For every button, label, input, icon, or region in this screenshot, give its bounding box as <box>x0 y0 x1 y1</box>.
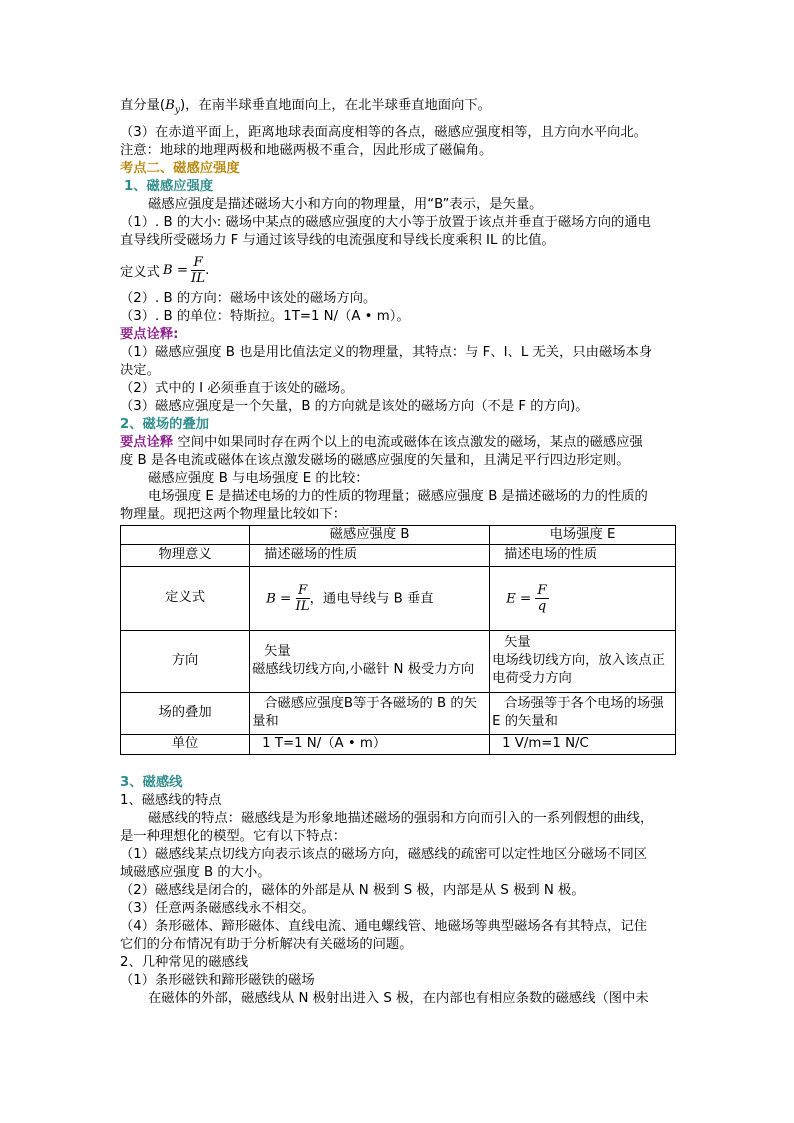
denominator: IL <box>191 271 206 287</box>
paragraph-line: （1）磁感线某点切线方向表示该点的磁场方向，磁感线的疏密可以定性地区分磁场不同区 <box>120 846 648 862</box>
text: ，通电导线与 B 垂直 <box>309 591 434 607</box>
table-row <box>121 734 676 754</box>
text: 空间中如果同时存在两个以上的电流或磁体在该点激发的磁场，某点的磁感应强 <box>173 434 643 450</box>
symbol: B <box>165 98 175 113</box>
paragraph-line: （3）任意两条磁感线永不相交。 <box>120 900 315 916</box>
text: )，在南半球垂直地面向上，在北半球垂直地面向下。 <box>179 98 491 113</box>
subsection-heading: 1、磁感应强度 <box>124 178 214 194</box>
table-cell <box>490 692 676 734</box>
definition-formula: 定义式 B = $\frac{F}{IL}$ . <box>120 255 210 287</box>
paragraph-line: 在磁体的外部，磁感线从 N 极射出进入 S 极，在内部也有相应条数的磁感线（图中未 <box>148 990 649 1006</box>
fraction <box>191 255 205 286</box>
row-label: 定义式 <box>121 566 250 630</box>
paragraph-line: （3）在赤道平面上，距离地球表面高度相等的各点，磁感应强度相等，且方向水平向北。 <box>120 124 648 140</box>
paragraph-line: 度 B 是各电流或磁体在该点激发磁场的磁感应强度的矢量和，且满足平行四边形定则。 <box>120 452 630 468</box>
cell-line: 量和 <box>252 714 279 730</box>
table-header-cell: 磁感应强度 B <box>250 525 490 544</box>
paragraph-line: 它们的分布情况有助于分析解决有关磁场的问题。 <box>120 936 413 952</box>
cell-line: 合磁感应强度B等于各磁场的 B 的矢 <box>264 696 477 712</box>
paragraph-line: （3）. B 的单位：特斯拉。1T=1 N/（A • m）。 <box>120 308 410 324</box>
table-row <box>121 692 676 734</box>
formula-lhs: E = <box>506 591 532 607</box>
table-row <box>121 544 676 566</box>
symbol-subscript: y <box>174 105 180 116</box>
formula-lhs: B = <box>162 263 189 279</box>
paragraph-line: （2）磁感线是闭合的，磁体的外部是从 N 极到 S 极，内部是从 S 极到 N 极。 <box>120 882 585 898</box>
paragraph-line: （1）. B 的大小: 磁场中某点的磁感应强度的大小等于放置于该点并垂直于磁场方向的通电 <box>120 214 651 230</box>
key-point-heading: 要点诠释 <box>120 434 174 450</box>
paragraph-line: （3）磁感应强度是一个矢量，B 的方向就是该处的磁场方向（不是 F 的方向)。 <box>120 398 589 414</box>
paragraph-line: 域磁感应强度 B 的大小。 <box>120 864 271 880</box>
table-cell <box>250 692 490 734</box>
numerator: F <box>191 255 205 271</box>
fraction <box>296 583 310 614</box>
row-label: 场的叠加 <box>121 692 250 734</box>
section-heading: 考点二、磁感应强度 <box>120 160 240 176</box>
cell-line: 磁感线切线方向,小磁针 N 极受力方向 <box>252 662 475 678</box>
numerator: F <box>537 582 547 598</box>
paragraph-line: （2）. B 的方向：磁场中该处的磁场方向。 <box>120 290 377 306</box>
table-header-row <box>121 525 676 544</box>
paragraph-line: 决定。 <box>120 362 160 378</box>
text: 直分量( <box>120 98 166 113</box>
table-row <box>121 566 676 630</box>
document-page <box>120 97 676 1008</box>
subsection-heading: 3、磁感线 <box>120 774 183 790</box>
cell-line: 合场强等于各个电场的场强 <box>504 696 664 712</box>
paragraph-line: （4）条形磁体、蹄形磁体、直线电流、通电螺线管、地磁场等典型磁场各有其特点，记住 <box>120 918 648 934</box>
table-cell <box>490 566 676 630</box>
denominator: q <box>537 598 547 614</box>
table-cell <box>490 630 676 692</box>
table-header-cell: 电场强度 E <box>490 525 676 544</box>
fraction <box>535 583 548 614</box>
table-cell <box>250 630 490 692</box>
cell-line: 电场线切线方向，放入该点正 <box>492 653 665 669</box>
cell-line: 矢量 <box>504 635 531 651</box>
paragraph-line: 磁感线的特点：磁感线是为形象地描述磁场的强弱和方向而引入的一系列假想的曲线， <box>148 810 654 826</box>
table-cell <box>121 525 250 544</box>
paragraph-line: （1）条形磁铁和蹄形磁铁的磁场 <box>120 972 315 988</box>
cell-line: E 的矢量和 <box>492 714 558 730</box>
subsection-heading: 2、磁场的叠加 <box>120 416 210 432</box>
table-cell <box>250 566 490 630</box>
table-row <box>121 630 676 692</box>
paragraph-line: （2）式中的 I 必须垂直于该处的磁场。 <box>120 380 354 396</box>
numerator: F <box>296 583 310 599</box>
table-cell: 描述磁场的性质 <box>250 544 490 566</box>
paragraph-line: 电场强度 E 是描述电场的力的性质的物理量；磁感应强度 B 是描述磁场的力的性质的 <box>148 488 648 504</box>
formula-label: 定义式 <box>120 265 160 281</box>
key-point-heading: 要点诠释: <box>120 326 179 342</box>
table-cell: 1 T=1 N/（A • m） <box>250 734 490 754</box>
table-cell: 1 V/m=1 N/C <box>490 734 676 754</box>
paragraph-line: 物理量。现把这两个物理量比较如下： <box>120 506 347 522</box>
paragraph-line: 磁感应强度 B 与电场强度 E 的比较： <box>148 470 369 486</box>
note-line: 注意：地球的地理两极和地磁两极不重合，因此形成了磁偏角。 <box>120 142 493 158</box>
paragraph-line: 是一种理想化的模型。它有以下特点： <box>120 828 347 844</box>
table-cell: 描述电场的性质 <box>490 544 676 566</box>
row-label: 方向 <box>121 630 250 692</box>
paragraph-line <box>120 97 676 120</box>
comparison-table <box>120 525 676 755</box>
row-label: 单位 <box>121 734 250 754</box>
cell-line: 电荷受力方向 <box>492 671 572 687</box>
paragraph-line: （1）磁感应强度 B 也是用比值法定义的物理量，其特点：与 F、I、L 无关，只由磁场本身 <box>120 344 653 360</box>
paragraph-line: 2、几种常见的磁感线 <box>120 954 249 970</box>
paragraph-line: 直导线所受磁场力 F 与通过该导线的电流强度和导线长度乘积 IL 的比值。 <box>120 232 555 248</box>
formula-lhs: B = <box>266 591 292 607</box>
denominator: IL <box>295 598 310 614</box>
cell-line: 矢量 <box>264 644 291 660</box>
paragraph-line: 磁感应强度是描述磁场大小和方向的物理量，用“B”表示，是矢量。 <box>148 196 543 212</box>
paragraph-line <box>120 434 676 452</box>
paragraph-line: 1、磁感线的特点 <box>120 792 222 808</box>
row-label: 物理意义 <box>121 544 250 566</box>
